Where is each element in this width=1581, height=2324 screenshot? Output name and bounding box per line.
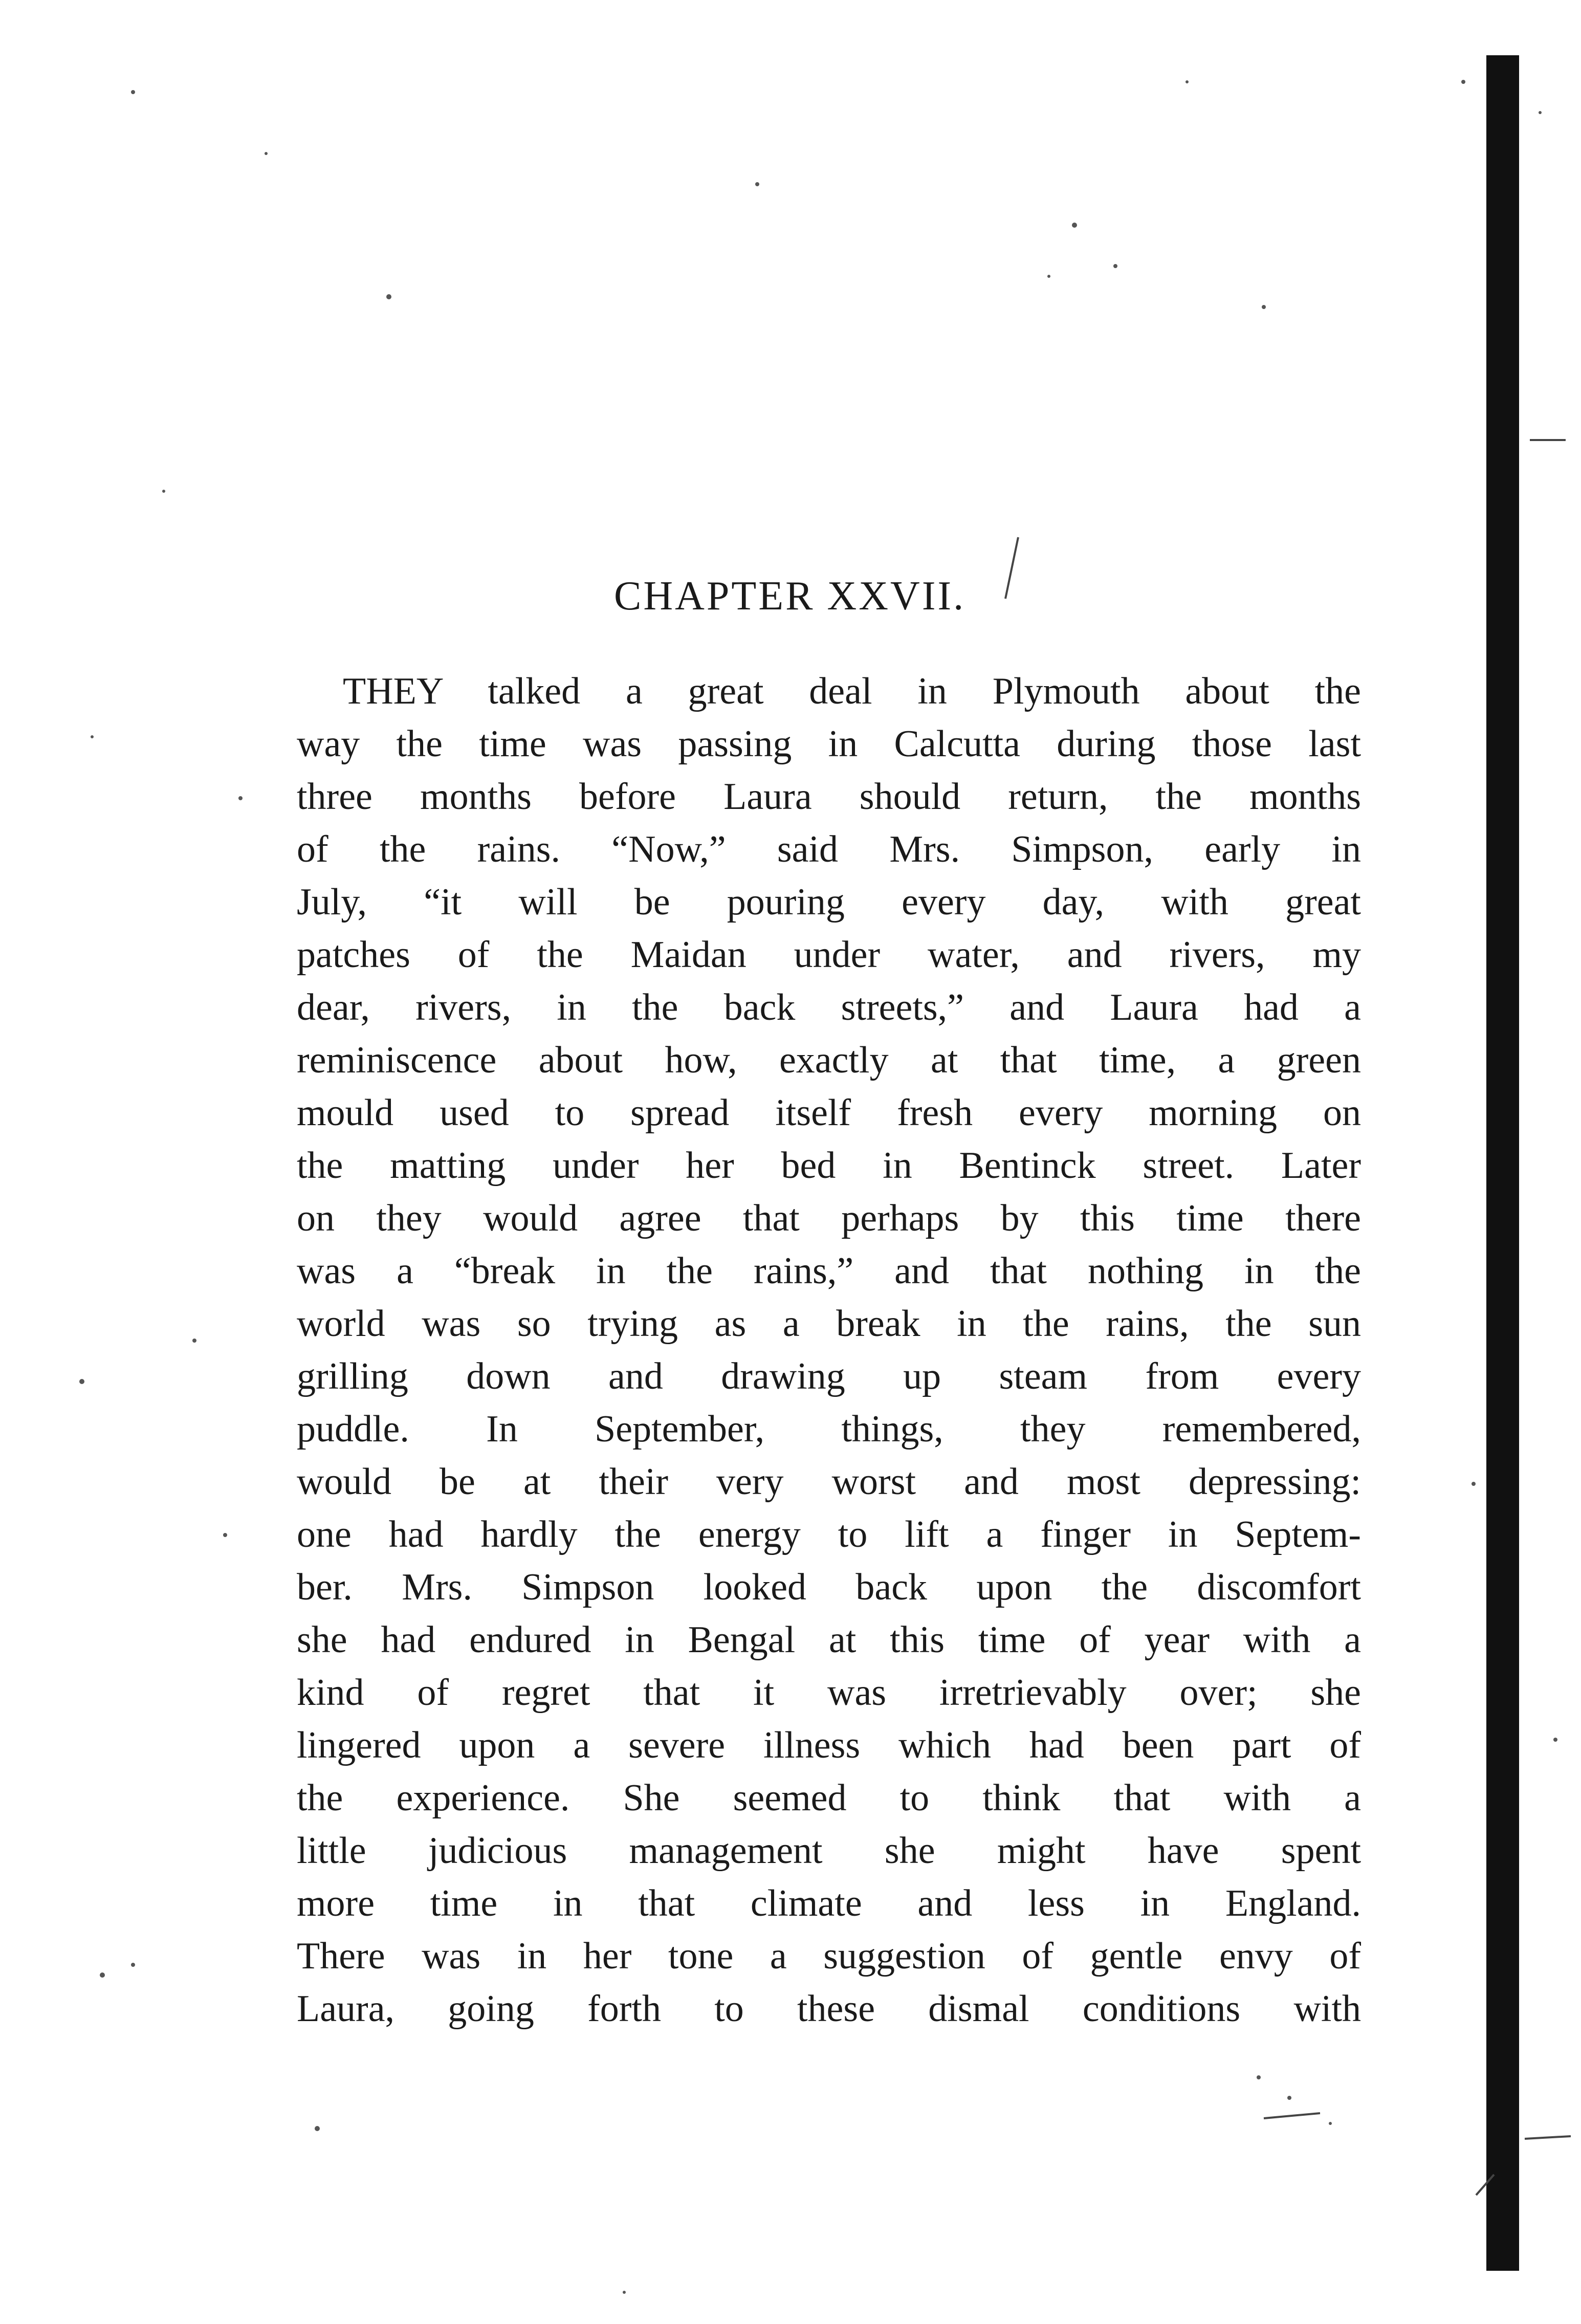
body-line: Laura, going forth to these dismal conditions with bbox=[297, 1988, 1361, 2030]
body-line: the matting under her bed in Bentinck street. Later bbox=[297, 1145, 1361, 1187]
body-line: patches of the Maidan under water, and rivers, my bbox=[297, 934, 1361, 976]
body-line: the experience. She seemed to think that with a bbox=[297, 1777, 1361, 1819]
body-line: reminiscence about how, exactly at that time, a green bbox=[297, 1039, 1361, 1081]
body-line: July, “it will be pouring every day, with great bbox=[297, 881, 1361, 923]
body-line: THEY talked a great deal in Plymouth about the bbox=[343, 670, 1361, 712]
body-line: way the time was passing in Calcutta during those last bbox=[297, 723, 1361, 765]
body-line: on they would agree that perhaps by this time there bbox=[297, 1197, 1361, 1239]
body-line: little judicious management she might have spent bbox=[297, 1830, 1361, 1872]
chapter-body bbox=[297, 665, 1361, 2035]
body-line: she had endured in Bengal at this time of year with a bbox=[297, 1619, 1361, 1661]
body-line: grilling down and drawing up steam from every bbox=[297, 1355, 1361, 1397]
body-line: mould used to spread itself fresh every morning on bbox=[297, 1092, 1361, 1134]
body-line: would be at their very worst and most depressing: bbox=[297, 1461, 1361, 1503]
body-line: was a “break in the rains,” and that nothing in the bbox=[297, 1250, 1361, 1292]
body-line: There was in her tone a suggestion of gentle envy of bbox=[297, 1935, 1361, 1977]
body-line: puddle. In September, things, they remembered, bbox=[297, 1408, 1361, 1450]
chapter-title: CHAPTER XXVII. bbox=[614, 574, 966, 619]
body-line: more time in that climate and less in England. bbox=[297, 1882, 1361, 1924]
body-line: ber. Mrs. Simpson looked back upon the discomfort bbox=[297, 1566, 1361, 1608]
body-line: world was so trying as a break in the rains, the sun bbox=[297, 1303, 1361, 1345]
body-line: of the rains. “Now,” said Mrs. Simpson, early in bbox=[297, 828, 1361, 870]
body-line: kind of regret that it was irretrievably over; she bbox=[297, 1672, 1361, 1714]
body-line: dear, rivers, in the back streets,” and Laura had a bbox=[297, 986, 1361, 1028]
body-line: one had hardly the energy to lift a finger in Septem- bbox=[297, 1514, 1361, 1555]
body-line: lingered upon a severe illness which had been part of bbox=[297, 1724, 1361, 1766]
body-line: three months before Laura should return, the months bbox=[297, 776, 1361, 818]
